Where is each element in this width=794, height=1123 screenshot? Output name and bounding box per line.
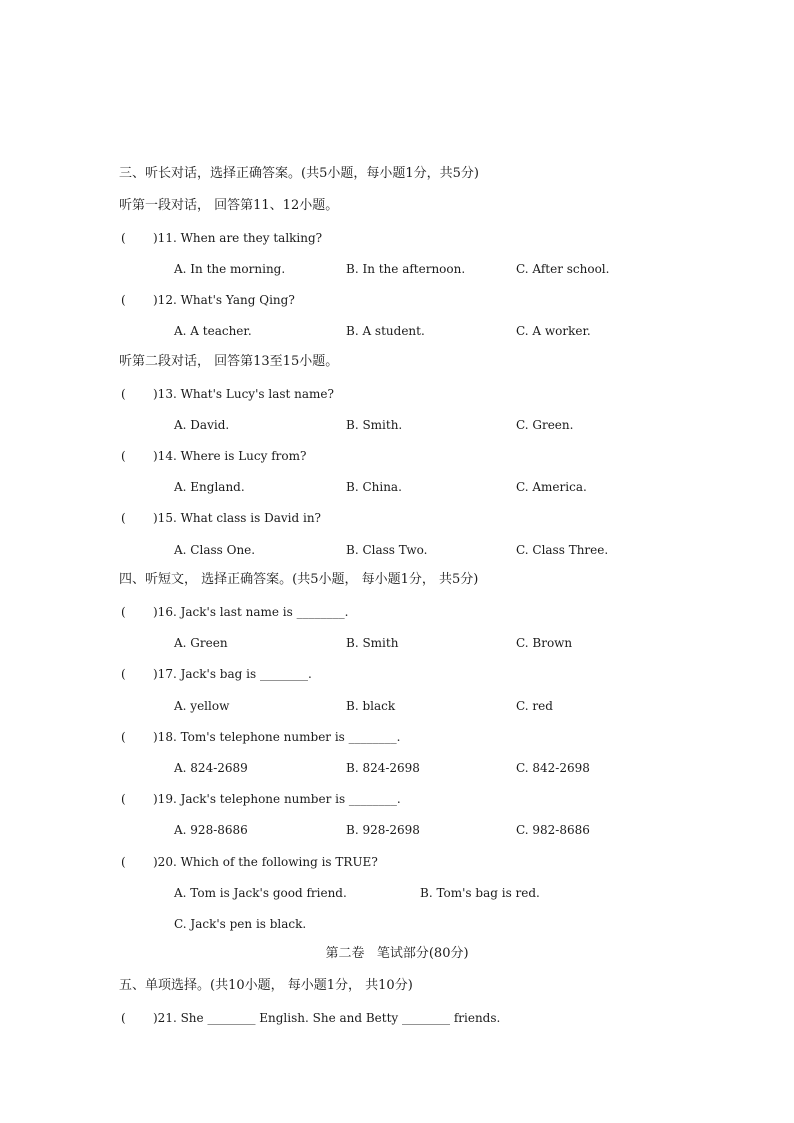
q18-option-b: B. 824-2698: [346, 761, 420, 775]
q21-bracket: (: [121, 1011, 126, 1025]
q16-bracket: (: [121, 605, 126, 619]
q11-option-b: B. In the afternoon.: [346, 262, 466, 276]
q17-option-a: A. yellow: [174, 699, 230, 713]
q19-option-c: C. 982-8686: [516, 823, 590, 837]
q17-bracket: (: [121, 667, 126, 681]
dialog1-intro: 听第一段对话， 回答第11、12小题。: [119, 198, 339, 213]
q16-option-b: B. Smith: [346, 636, 399, 650]
q20-stem: )20. Which of the following is TRUE?: [153, 855, 378, 869]
q14-bracket: (: [121, 449, 126, 463]
dialog2-intro: 听第二段对话， 回答第13至15小题。: [119, 354, 339, 369]
q21-stem: )21. She ________ English. She and Betty ________ friends.: [153, 1011, 501, 1025]
q19-option-b: B. 928-2698: [346, 823, 420, 837]
q20-option-b: B. Tom's bag is red.: [420, 886, 540, 900]
q11-bracket: (: [121, 231, 126, 245]
q13-stem: )13. What's Lucy's last name?: [153, 387, 334, 401]
q12-option-b: B. A student.: [346, 324, 425, 338]
q16-stem: )16. Jack's last name is ________.: [153, 605, 349, 619]
section4-heading: 四、听短文， 选择正确答案。(共5小题， 每小题1分， 共5分): [119, 572, 479, 587]
q19-bracket: (: [121, 792, 126, 806]
q20-option-a: A. Tom is Jack's good friend.: [174, 886, 347, 900]
q12-option-a: A. A teacher.: [174, 324, 252, 338]
q11-option-c: C. After school.: [516, 262, 610, 276]
q17-option-b: B. black: [346, 699, 396, 713]
q12-option-c: C. A worker.: [516, 324, 591, 338]
part2-title: 第二卷 笔试部分(80分): [325, 946, 469, 961]
q11-stem: )11. When are they talking?: [153, 231, 323, 245]
q14-option-c: C. America.: [516, 480, 587, 494]
q12-bracket: (: [121, 293, 126, 307]
q18-bracket: (: [121, 730, 126, 744]
q14-option-b: B. China.: [346, 480, 402, 494]
section5-heading: 五、单项选择。(共10小题， 每小题1分， 共10分): [119, 978, 413, 993]
q15-option-a: A. Class One.: [174, 543, 256, 557]
q17-option-c: C. red: [516, 699, 553, 713]
q18-option-c: C. 842-2698: [516, 761, 590, 775]
q20-option-c: C. Jack's pen is black.: [174, 917, 307, 931]
q17-stem: )17. Jack's bag is ________.: [153, 667, 312, 681]
q16-option-a: A. Green: [174, 636, 228, 650]
q12-stem: )12. What's Yang Qing?: [153, 293, 295, 307]
q20-bracket: (: [121, 855, 126, 869]
q13-option-c: C. Green.: [516, 418, 574, 432]
q14-stem: )14. Where is Lucy from?: [153, 449, 307, 463]
q15-bracket: (: [121, 511, 126, 525]
q19-option-a: A. 928-8686: [174, 823, 248, 837]
q16-option-c: C. Brown: [516, 636, 573, 650]
q11-option-a: A. In the morning.: [174, 262, 286, 276]
q15-option-c: C. Class Three.: [516, 543, 609, 557]
q15-stem: )15. What class is David in?: [153, 511, 321, 525]
q19-stem: )19. Jack's telephone number is ________.: [153, 792, 401, 806]
section3-heading: 三、听长对话，选择正确答案。(共5小题，每小题1分，共5分): [119, 166, 479, 181]
q13-option-b: B. Smith.: [346, 418, 403, 432]
q13-option-a: A. David.: [174, 418, 230, 432]
q15-option-b: B. Class Two.: [346, 543, 428, 557]
q14-option-a: A. England.: [174, 480, 245, 494]
q13-bracket: (: [121, 387, 126, 401]
q18-option-a: A. 824-2689: [174, 761, 248, 775]
q18-stem: )18. Tom's telephone number is ________.: [153, 730, 401, 744]
